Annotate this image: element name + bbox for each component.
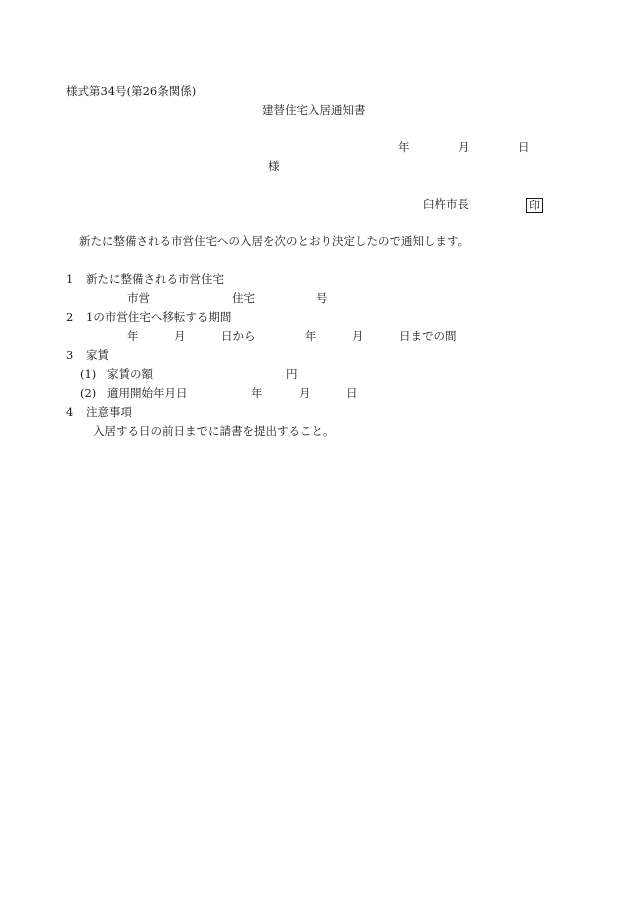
item-3-sub-2-label: 適用開始年月日 bbox=[107, 386, 188, 400]
date-day-label: 日 bbox=[518, 140, 530, 154]
item-1-go-label: 号 bbox=[316, 291, 328, 305]
seal-mark: 印 bbox=[526, 198, 543, 213]
item-3-heading: 家賃 bbox=[86, 348, 109, 362]
item-2-day-from: 日から bbox=[221, 329, 256, 343]
form-number: 様式第34号(第26条関係) bbox=[66, 84, 197, 98]
item-4-heading: 注意事項 bbox=[86, 405, 132, 419]
item-1-heading: 新たに整備される市営住宅 bbox=[86, 272, 224, 286]
item-1-jutaku-label: 住宅 bbox=[232, 291, 255, 305]
item-2-month-2: 月 bbox=[352, 329, 364, 343]
document-title: 建替住宅入居通知書 bbox=[262, 103, 366, 117]
date-year-label: 年 bbox=[398, 140, 410, 154]
item-3-sub-2-year: 年 bbox=[251, 386, 263, 400]
item-3-sub-1-number: (1) bbox=[80, 367, 97, 381]
item-2-number: 2 bbox=[66, 310, 74, 324]
item-2-month-1: 月 bbox=[174, 329, 186, 343]
item-2-heading: 1の市営住宅へ移転する期間 bbox=[86, 310, 232, 324]
date-month-label: 月 bbox=[458, 140, 470, 154]
item-1-number: 1 bbox=[66, 272, 74, 286]
item-2-day-until: 日までの間 bbox=[399, 329, 457, 343]
addressee-honorific: 様 bbox=[268, 159, 280, 173]
item-3-sub-1-unit: 円 bbox=[286, 367, 298, 381]
item-4-text: 入居する日の前日までに請書を提出すること。 bbox=[93, 424, 335, 438]
item-4-number: 4 bbox=[66, 405, 74, 419]
body-text: 新たに整備される市営住宅への入居を次のとおり決定したので通知します。 bbox=[79, 234, 470, 248]
item-3-sub-2-number: (2) bbox=[80, 386, 97, 400]
item-3-sub-1-label: 家賃の額 bbox=[107, 367, 153, 381]
item-2-year-1: 年 bbox=[127, 329, 139, 343]
sender-name: 臼杵市長 bbox=[423, 197, 469, 211]
item-3-number: 3 bbox=[66, 348, 74, 362]
item-2-year-2: 年 bbox=[305, 329, 317, 343]
item-1-shiei-label: 市営 bbox=[127, 291, 150, 305]
item-3-sub-2-month: 月 bbox=[299, 386, 311, 400]
item-3-sub-2-day: 日 bbox=[346, 386, 358, 400]
